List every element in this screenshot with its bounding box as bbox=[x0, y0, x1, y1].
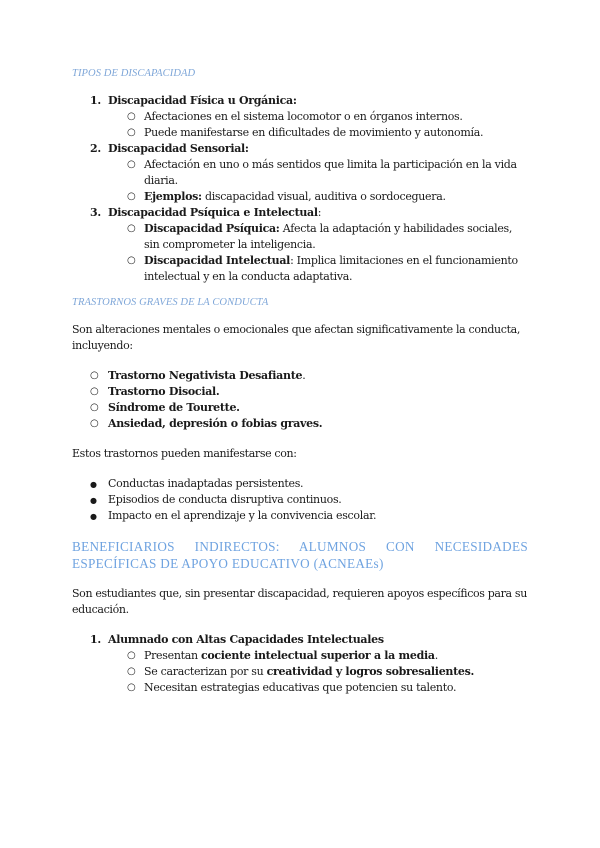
manifestation-text: Episodios de conducta disruptiva continuos. bbox=[108, 493, 342, 506]
circle-bullet-icon: ○ bbox=[90, 386, 99, 397]
manifestation-text: Impacto en el aprendizaje y la convivencia escolar. bbox=[108, 509, 377, 522]
sub-item-bold: cociente intelectual superior a la media bbox=[200, 649, 435, 662]
manifestation-text: Conductas inadaptadas persistentes. bbox=[108, 477, 304, 490]
item-heading: Alumnado con Altas Capacidades Intelectuales bbox=[108, 633, 384, 646]
list-item bbox=[90, 416, 528, 432]
list-item bbox=[90, 400, 528, 416]
sub-item-bold: creatividad y logros sobresalientes bbox=[266, 665, 471, 678]
sub-list-item bbox=[127, 189, 528, 205]
circle-bullet-icon: ○ bbox=[90, 402, 99, 413]
circle-bullet-icon: ○ bbox=[127, 666, 136, 677]
disorder-name: Ansiedad, depresión o fobias graves bbox=[108, 417, 319, 430]
sub-item-text: Afectación en uno o más sentidos que limita la participación en la vida diaria. bbox=[144, 158, 517, 187]
acneae-list bbox=[72, 632, 528, 696]
circle-bullet-icon: ○ bbox=[90, 370, 99, 381]
section-title-tipos: TIPOS DE DISCAPACIDAD bbox=[72, 68, 196, 79]
sub-list bbox=[108, 221, 528, 285]
list-item bbox=[90, 508, 528, 524]
period: . bbox=[236, 401, 240, 414]
section-heading-beneficiarios: BENEFICIARIOS INDIRECTOS: ALUMNOS CON NECESIDADES ESPECÍFICAS DE APOYO EDUCATIVO (ACNEAEs) bbox=[72, 539, 528, 571]
item-heading-colon: : bbox=[292, 94, 297, 107]
list-item bbox=[72, 205, 528, 285]
circle-bullet-icon: ○ bbox=[127, 255, 136, 266]
item-heading: Discapacidad Psíquica e Intelectual bbox=[108, 206, 318, 219]
disorder-name: Trastorno Negativista Desafiante bbox=[108, 369, 303, 382]
period: . bbox=[318, 417, 323, 430]
dot-bullet-icon: ● bbox=[90, 512, 97, 521]
list-item bbox=[72, 141, 528, 205]
sub-item-bold: Discapacidad Psíquica: bbox=[144, 222, 280, 235]
period: . bbox=[215, 385, 220, 398]
sub-item-text: : Implica limitaciones en el funcionamiento intelectual y en la conducta adaptativa. bbox=[144, 254, 518, 283]
list-number: 2. bbox=[90, 142, 101, 155]
sub-item-bold: Discapacidad Intelectual bbox=[144, 254, 291, 267]
sub-list-item bbox=[127, 664, 528, 680]
dot-bullet-icon: ● bbox=[90, 480, 97, 489]
list-item bbox=[72, 93, 528, 141]
disorder-name: Trastorno Disocial bbox=[108, 385, 216, 398]
sub-item-text: Presentan bbox=[144, 649, 201, 662]
intro-paragraph: Son estudiantes que, sin presentar discapacidad, requieren apoyos específicos para su educación. bbox=[72, 587, 527, 616]
disorders-list bbox=[72, 368, 528, 432]
list-item bbox=[90, 492, 528, 508]
circle-bullet-icon: ○ bbox=[127, 223, 136, 234]
circle-bullet-icon: ○ bbox=[90, 418, 99, 429]
sub-list-item bbox=[127, 680, 528, 696]
circle-bullet-icon: ○ bbox=[127, 127, 136, 138]
sub-item-text: Necesitan estrategias educativas que potencien su talento. bbox=[144, 681, 457, 694]
circle-bullet-icon: ○ bbox=[127, 191, 136, 202]
sub-item-post: . bbox=[434, 649, 438, 662]
sub-list-item bbox=[127, 157, 528, 189]
circle-bullet-icon: ○ bbox=[127, 650, 136, 661]
item-heading-colon: : bbox=[244, 142, 249, 155]
item-heading: Discapacidad Sensorial bbox=[108, 142, 245, 155]
intro-paragraph: Son alteraciones mentales o emocionales que afectan significativamente la conducta, incluyendo: bbox=[72, 323, 520, 352]
sub-list-item bbox=[127, 125, 528, 141]
list-number: 1. bbox=[90, 633, 101, 646]
section-title-trastornos: TRASTORNOS GRAVES DE LA CONDUCTA bbox=[72, 297, 269, 308]
list-item bbox=[72, 632, 528, 696]
circle-bullet-icon: ○ bbox=[127, 111, 136, 122]
list-item bbox=[90, 384, 528, 400]
sub-item-text: Afectaciones en el sistema locomotor o en órganos internos. bbox=[144, 110, 463, 123]
list-item bbox=[90, 368, 528, 384]
sub-list bbox=[108, 109, 528, 141]
sub-list-item bbox=[127, 253, 528, 285]
dot-bullet-icon: ● bbox=[90, 496, 97, 505]
list-item bbox=[90, 476, 528, 492]
circle-bullet-icon: ○ bbox=[127, 682, 136, 693]
period: . bbox=[302, 369, 306, 382]
list-number: 3. bbox=[90, 206, 101, 219]
sub-item-post: . bbox=[470, 665, 474, 678]
sub-list bbox=[108, 157, 528, 205]
manifest-intro: Estos trastornos pueden manifestarse con: bbox=[72, 447, 297, 460]
item-heading: Discapacidad Física u Orgánica bbox=[108, 94, 293, 107]
manifestations-list bbox=[72, 476, 528, 524]
sub-list-item bbox=[127, 648, 528, 664]
sub-item-text: Puede manifestarse en dificultades de movimiento y autonomía. bbox=[144, 126, 484, 139]
disorder-name: Síndrome de Tourette bbox=[108, 401, 237, 414]
sub-list-item bbox=[127, 109, 528, 125]
list-number: 1. bbox=[90, 94, 101, 107]
sub-item-text: Afecta la adaptación y habilidades sociales, sin comprometer la inteligencia. bbox=[144, 222, 513, 251]
sub-list-item bbox=[127, 221, 528, 253]
sub-item-text: discapacidad visual, auditiva o sordoceguera. bbox=[201, 190, 446, 203]
disability-types-list bbox=[72, 93, 528, 285]
circle-bullet-icon: ○ bbox=[127, 159, 136, 170]
sub-item-bold: Ejemplos: bbox=[144, 190, 202, 203]
sub-item-text: Se caracterizan por su bbox=[144, 665, 267, 678]
item-heading-colon: : bbox=[317, 206, 322, 219]
sub-list bbox=[108, 648, 528, 696]
